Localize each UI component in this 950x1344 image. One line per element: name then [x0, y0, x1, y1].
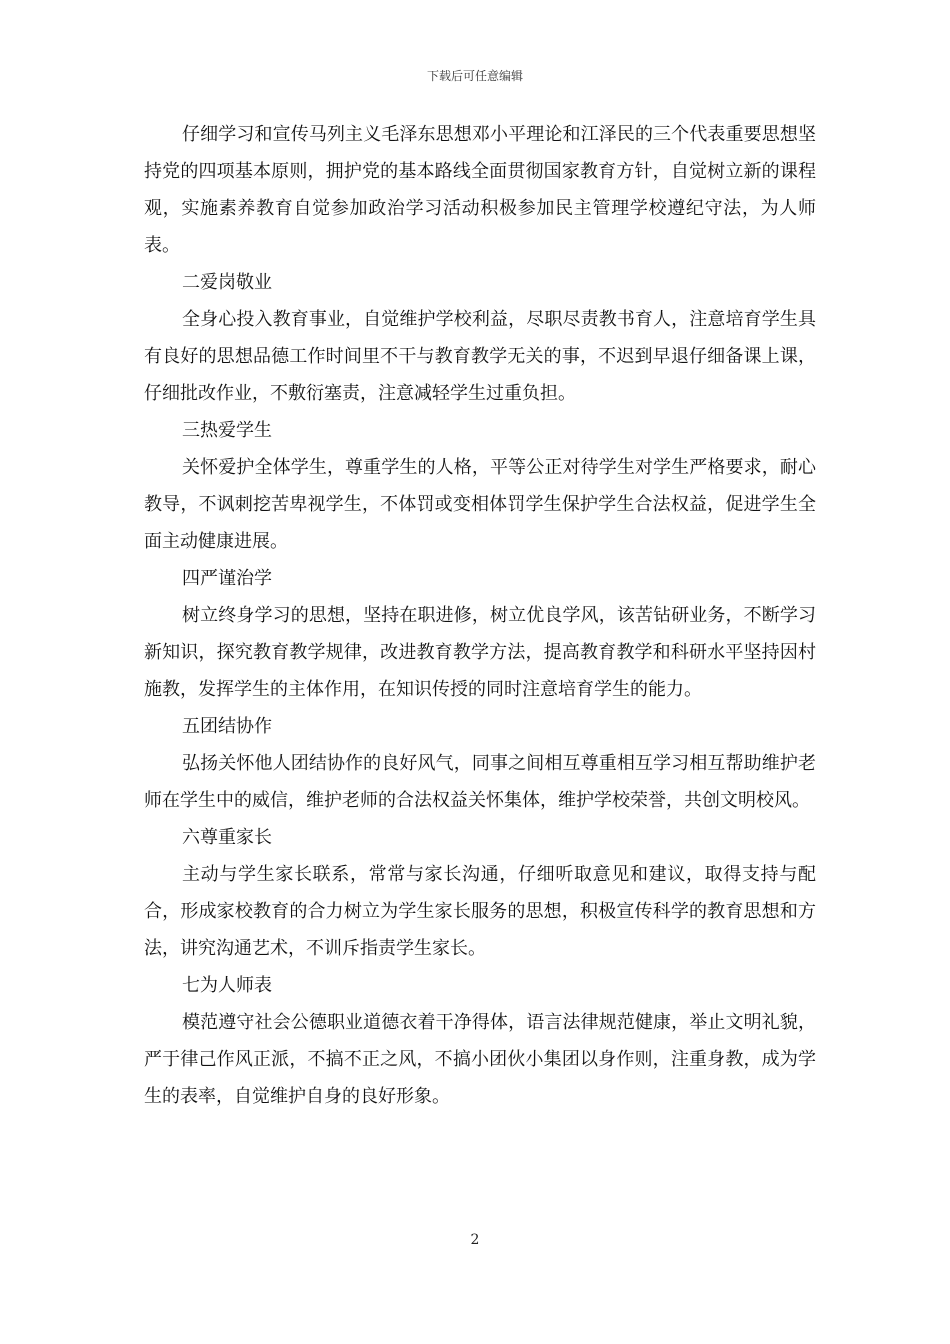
section-body-love-job: 全身心投入教育事业，自觉维护学校利益，尽职尽责教书育人，注意培育学生具有良好的思想品德工作时间里不干与教育教学无关的事，不迟到早退仔细备课上课，仔细批改作业，不敷衍塞责，注意减轻学生过重负担。	[144, 309, 816, 404]
section-heading-role-model: 七为人师表	[182, 975, 272, 996]
section-body-intro: 仔细学习和宣传马列主义毛泽东思想邓小平理论和江泽民的三个代表重要思想坚持党的四项基本原则，拥护党的基本路线全面贯彻国家教育方针，自觉树立新的课程观，实施素养教育自觉参加政治学习活动积极参加民主管理学校遵纪守法，为人师表。	[144, 124, 816, 256]
section-body-teamwork: 弘扬关怀他人团结协作的良好风气，同事之间相互尊重相互学习相互帮助维护老师在学生中的威信，维护老师的合法权益关怀集体，维护学校荣誉，共创文明校风。	[144, 753, 816, 811]
section-heading-love-job: 二爱岗敬业	[182, 272, 272, 293]
page-number: 2	[470, 1232, 480, 1248]
section-heading-love-students: 三热爱学生	[182, 420, 272, 441]
section-body-love-students: 关怀爱护全体学生，尊重学生的人格，平等公正对待学生对学生严格要求，耐心教导，不讽刺挖苦卑视学生，不体罚或变相体罚学生保护学生合法权益，促进学生全面主动健康进展。	[144, 457, 816, 552]
section-body-respect-parents: 主动与学生家长联系，常常与家长沟通，仔细听取意见和建议，取得支持与配合，形成家校教育的合力树立为学生家长服务的思想，积极宣传科学的教育思想和方法，讲究沟通艺术，不训斥指责学生家长。	[144, 864, 816, 959]
section-body-role-model: 模范遵守社会公德职业道德衣着干净得体，语言法律规范健康，举止文明礼貌，严于律己作风正派，不搞不正之风，不搞小团伙小集团以身作则，注重身教，成为学生的表率，自觉维护自身的良好形象。	[144, 1012, 816, 1107]
document-body	[144, 116, 816, 1115]
section-heading-respect-parents: 六尊重家长	[182, 827, 272, 848]
section-heading-teamwork: 五团结协作	[182, 716, 272, 737]
page-header: 下载后可任意编辑	[426, 69, 523, 83]
section-heading-rigorous-study: 四严谨治学	[182, 568, 272, 589]
section-body-rigorous-study: 树立终身学习的思想，坚持在职进修，树立优良学风，该苦钻研业务，不断学习新知识，探究教育教学规律，改进教育教学方法，提高教育教学和科研水平坚持因村施教，发挥学生的主体作用，在知识传授的同时注意培育学生的能力。	[144, 605, 816, 700]
